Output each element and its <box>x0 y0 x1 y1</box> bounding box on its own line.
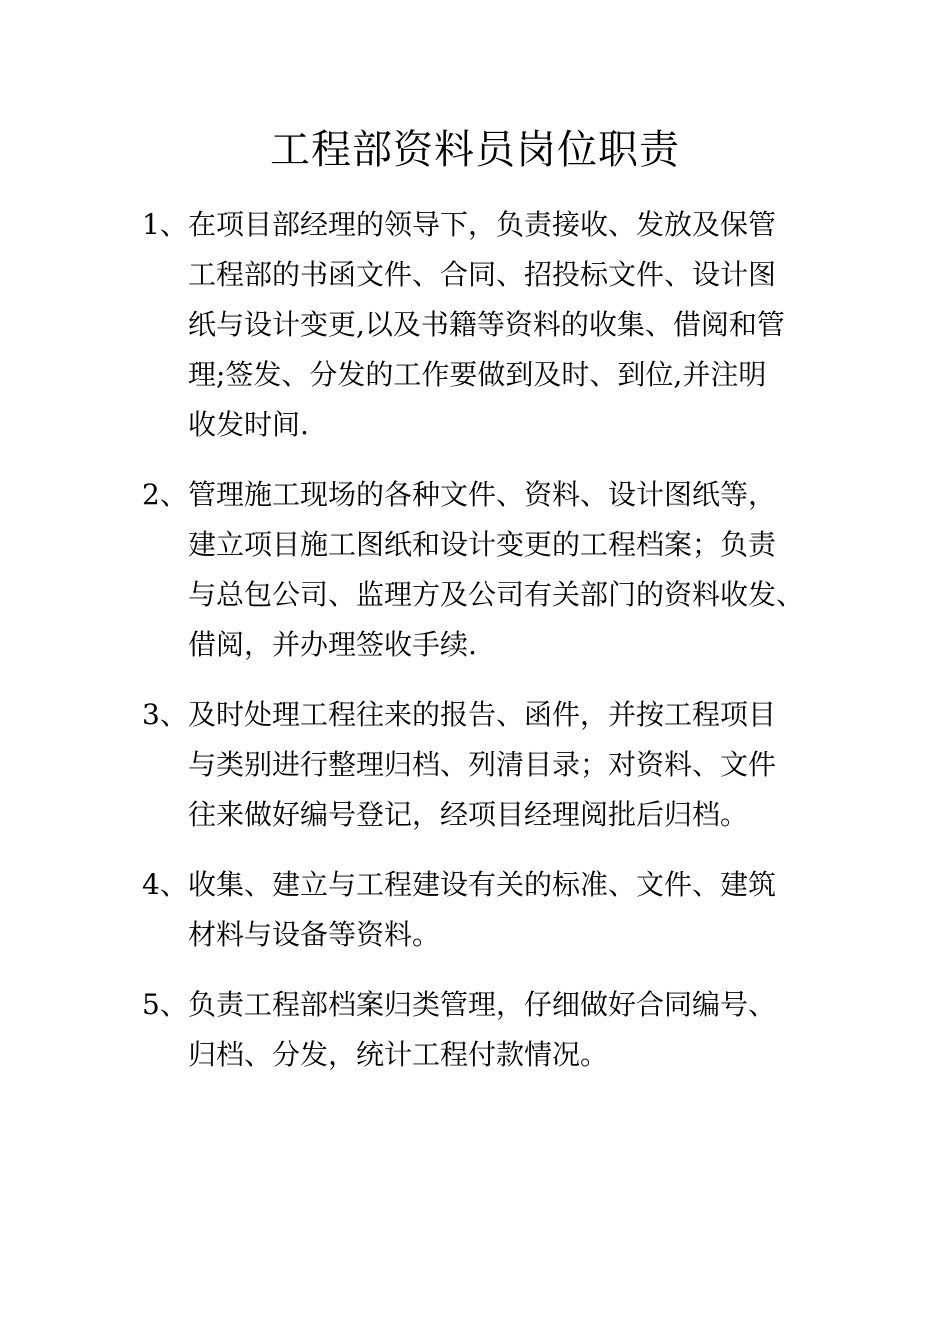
page-title: 工程部资料员岗位职责 <box>270 127 680 173</box>
duty-text <box>188 690 842 840</box>
duty-item-2 <box>142 470 842 670</box>
duty-line: 纸与设计变更,以及书籍等资料的收集、借阅和管 <box>188 308 785 341</box>
duty-line: 理;签发、分发的工作要做到及时、到位,并注明 <box>188 358 767 391</box>
duty-number: 2、 <box>142 478 188 511</box>
duty-text <box>188 200 842 450</box>
duty-number: 3、 <box>142 698 188 731</box>
duty-line: 收发时间. <box>188 408 309 441</box>
duty-line: 及时处理工程往来的报告、函件，并按工程项目 <box>188 698 777 731</box>
duty-list <box>142 200 842 1080</box>
duty-number: 1、 <box>142 208 188 241</box>
duty-item-1 <box>142 200 842 450</box>
duty-line: 与类别进行整理归档、列清目录；对资料、文件 <box>188 748 777 781</box>
duty-text <box>188 470 842 670</box>
duty-line: 建立项目施工图纸和设计变更的工程档案；负责 <box>188 528 777 561</box>
duty-number: 4、 <box>142 868 188 901</box>
duty-line: 工程部的书函文件、合同、招投标文件、设计图 <box>188 258 777 291</box>
duty-line: 往来做好编号登记，经项目经理阅批后归档。 <box>188 798 749 831</box>
duty-line: 借阅，并办理签收手续. <box>188 628 477 661</box>
duty-line: 在项目部经理的领导下，负责接收、发放及保管 <box>188 208 777 241</box>
duty-line: 收集、建立与工程建设有关的标准、文件、建筑 <box>188 868 777 901</box>
duty-line: 与总包公司、监理方及公司有关部门的资料收发、 <box>188 578 805 611</box>
duty-item-4 <box>142 860 842 960</box>
duty-item-5 <box>142 980 842 1080</box>
duty-line: 负责工程部档案归类管理，仔细做好合同编号、 <box>188 988 777 1021</box>
duty-line: 材料与设备等资料。 <box>188 918 441 951</box>
duty-line: 管理施工现场的各种文件、资料、设计图纸等， <box>188 478 777 511</box>
duty-text <box>188 860 842 960</box>
duty-text <box>188 980 842 1080</box>
duty-line: 归档、分发，统计工程付款情况。 <box>188 1038 609 1071</box>
duty-number: 5、 <box>142 988 188 1021</box>
duty-item-3 <box>142 690 842 840</box>
